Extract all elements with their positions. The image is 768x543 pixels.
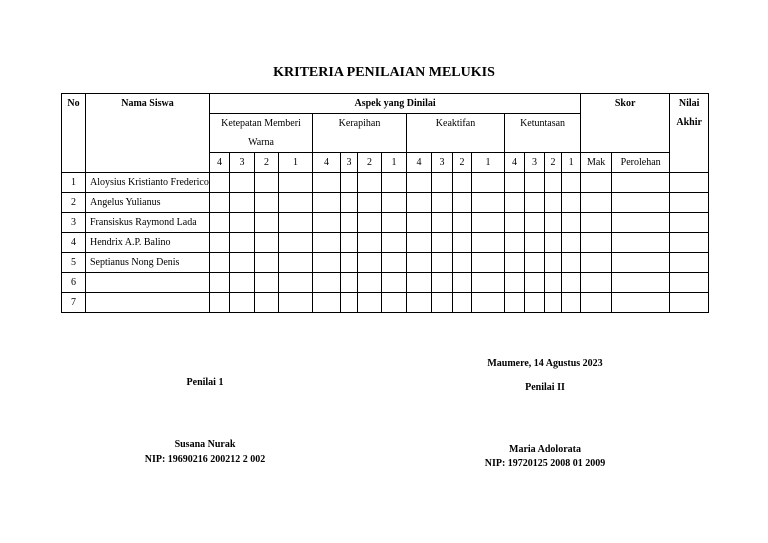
score-cell [358, 173, 382, 193]
score-cell [432, 193, 453, 213]
score-cell [255, 193, 279, 213]
score-cell [525, 273, 545, 293]
score-cell [525, 193, 545, 213]
score-cell [358, 233, 382, 253]
score-cell [670, 293, 709, 313]
score-cell [562, 173, 581, 193]
score-cell [407, 173, 432, 193]
score-cell [670, 273, 709, 293]
row-number: 5 [62, 253, 86, 273]
score-cell [341, 213, 358, 233]
score-cell [230, 273, 255, 293]
scale-3: 3 [341, 153, 358, 173]
header-nilai-akhir: Nilai Akhir [670, 94, 709, 173]
assessment-table [61, 93, 709, 313]
score-cell [210, 173, 230, 193]
score-cell [612, 273, 670, 293]
scale-1: 1 [562, 153, 581, 173]
score-cell [562, 293, 581, 313]
score-cell [407, 253, 432, 273]
header-skor: Skor [581, 94, 670, 153]
score-cell [279, 293, 313, 313]
header-aspek: Aspek yang Dinilai [210, 94, 581, 114]
score-cell [358, 273, 382, 293]
score-cell [407, 273, 432, 293]
score-cell [382, 193, 407, 213]
score-cell [230, 233, 255, 253]
score-cell [581, 193, 612, 213]
score-cell [210, 213, 230, 233]
aspect-ketuntasan: Ketuntasan [505, 114, 581, 153]
row-number: 1 [62, 173, 86, 193]
scale-3: 3 [230, 153, 255, 173]
score-cell [341, 253, 358, 273]
score-cell [472, 233, 505, 253]
table-row [62, 193, 709, 213]
aspect-kerapihan: Kerapihan [313, 114, 407, 153]
penilai2-label: Penilai II [525, 382, 565, 393]
score-cell [210, 253, 230, 273]
student-name: Septianus Nong Denis [86, 253, 210, 273]
header-no: No [62, 94, 86, 173]
score-cell [255, 173, 279, 193]
header-perolehan: Perolehan [612, 153, 670, 173]
score-cell [505, 213, 525, 233]
student-name: Fransiskus Raymond Lada [86, 213, 210, 233]
place-date: Maumere, 14 Agustus 2023 [487, 358, 603, 369]
score-cell [432, 213, 453, 233]
score-cell [562, 213, 581, 233]
score-cell [382, 253, 407, 273]
score-cell [525, 213, 545, 233]
scale-2: 2 [545, 153, 562, 173]
header-mak: Mak [581, 153, 612, 173]
score-cell [230, 293, 255, 313]
score-cell [545, 213, 562, 233]
score-cell [382, 293, 407, 313]
score-cell [313, 293, 341, 313]
score-cell [407, 233, 432, 253]
score-cell [279, 213, 313, 233]
score-cell [255, 233, 279, 253]
score-cell [453, 253, 472, 273]
score-cell [545, 273, 562, 293]
score-cell [313, 173, 341, 193]
score-cell [612, 213, 670, 233]
score-cell [453, 173, 472, 193]
penilai2-nip: NIP: 19720125 2008 01 2009 [484, 458, 606, 469]
score-cell [279, 233, 313, 253]
scale-4: 4 [313, 153, 341, 173]
score-cell [255, 253, 279, 273]
aspect-ketepatan: Ketepatan Memberi Warna [210, 114, 313, 153]
table-row [62, 173, 709, 193]
score-cell [255, 273, 279, 293]
score-cell [612, 253, 670, 273]
score-cell [581, 173, 612, 193]
score-cell [255, 213, 279, 233]
score-cell [670, 253, 709, 273]
score-cell [472, 193, 505, 213]
score-cell [279, 253, 313, 273]
score-cell [453, 273, 472, 293]
scale-3: 3 [432, 153, 453, 173]
table-row [62, 233, 709, 253]
scale-4: 4 [505, 153, 525, 173]
score-cell [545, 293, 562, 313]
score-cell [341, 293, 358, 313]
score-cell [230, 173, 255, 193]
table-row [62, 273, 709, 293]
score-cell [472, 273, 505, 293]
score-cell [341, 273, 358, 293]
score-cell [581, 253, 612, 273]
row-number: 4 [62, 233, 86, 253]
score-cell [525, 293, 545, 313]
penilai1-label: Penilai 1 [186, 377, 224, 388]
score-cell [358, 193, 382, 213]
score-cell [358, 213, 382, 233]
score-cell [562, 273, 581, 293]
row-number: 7 [62, 293, 86, 313]
score-cell [505, 233, 525, 253]
score-cell [525, 173, 545, 193]
penilai2-name: Maria Adolorata [509, 444, 581, 455]
score-cell [581, 233, 612, 253]
student-name: Aloysius Kristianto Frederico [86, 173, 210, 193]
score-cell [341, 173, 358, 193]
scale-1: 1 [279, 153, 313, 173]
score-cell [505, 253, 525, 273]
score-cell [407, 193, 432, 213]
score-cell [581, 213, 612, 233]
score-cell [453, 233, 472, 253]
score-cell [525, 233, 545, 253]
score-cell [313, 193, 341, 213]
score-cell [313, 213, 341, 233]
page-title: KRITERIA PENILAIAN MELUKIS [273, 65, 495, 80]
score-cell [230, 193, 255, 213]
score-cell [382, 273, 407, 293]
score-cell [382, 213, 407, 233]
row-number: 6 [62, 273, 86, 293]
student-name [86, 293, 210, 313]
score-cell [545, 253, 562, 273]
score-cell [313, 233, 341, 253]
score-cell [432, 273, 453, 293]
score-cell [453, 293, 472, 313]
row-number: 3 [62, 213, 86, 233]
score-cell [670, 173, 709, 193]
score-cell [230, 253, 255, 273]
student-name [86, 273, 210, 293]
score-cell [472, 173, 505, 193]
score-cell [407, 213, 432, 233]
score-cell [279, 273, 313, 293]
score-cell [505, 273, 525, 293]
score-cell [358, 293, 382, 313]
scale-1: 1 [472, 153, 505, 173]
scale-4: 4 [210, 153, 230, 173]
score-cell [505, 173, 525, 193]
scale-2: 2 [453, 153, 472, 173]
score-cell [581, 273, 612, 293]
score-cell [313, 273, 341, 293]
scale-2: 2 [358, 153, 382, 173]
score-cell [581, 293, 612, 313]
score-cell [407, 293, 432, 313]
scale-4: 4 [407, 153, 432, 173]
score-cell [453, 193, 472, 213]
score-cell [279, 173, 313, 193]
score-cell [545, 193, 562, 213]
score-cell [472, 293, 505, 313]
score-cell [562, 193, 581, 213]
score-cell [279, 193, 313, 213]
student-name: Hendrix A.P. Balino [86, 233, 210, 253]
score-cell [670, 233, 709, 253]
score-cell [432, 253, 453, 273]
score-cell [341, 233, 358, 253]
table-row [62, 253, 709, 273]
score-cell [612, 233, 670, 253]
score-cell [545, 173, 562, 193]
score-cell [382, 233, 407, 253]
score-cell [472, 253, 505, 273]
score-cell [210, 233, 230, 253]
score-cell [382, 173, 407, 193]
penilai1-name: Susana Nurak [174, 439, 236, 450]
score-cell [230, 213, 255, 233]
row-number: 2 [62, 193, 86, 213]
scale-2: 2 [255, 153, 279, 173]
table-row [62, 293, 709, 313]
aspect-keaktifan: Keaktifan [407, 114, 505, 153]
header-nama: Nama Siswa [86, 94, 210, 173]
score-cell [562, 253, 581, 273]
score-cell [432, 293, 453, 313]
score-cell [313, 253, 341, 273]
score-cell [545, 233, 562, 253]
score-cell [453, 213, 472, 233]
score-cell [432, 233, 453, 253]
score-cell [612, 173, 670, 193]
score-cell [670, 193, 709, 213]
score-cell [562, 233, 581, 253]
score-cell [670, 213, 709, 233]
score-cell [432, 173, 453, 193]
score-cell [505, 293, 525, 313]
penilai1-nip: NIP: 19690216 200212 2 002 [144, 454, 266, 465]
score-cell [612, 193, 670, 213]
score-cell [612, 293, 670, 313]
score-cell [525, 253, 545, 273]
scale-1: 1 [382, 153, 407, 173]
score-cell [210, 293, 230, 313]
score-cell [210, 193, 230, 213]
student-name: Angelus Yulianus [86, 193, 210, 213]
scale-3: 3 [525, 153, 545, 173]
score-cell [255, 293, 279, 313]
score-cell [341, 193, 358, 213]
score-cell [358, 253, 382, 273]
score-cell [505, 193, 525, 213]
score-cell [210, 273, 230, 293]
table-row [62, 213, 709, 233]
score-cell [472, 213, 505, 233]
